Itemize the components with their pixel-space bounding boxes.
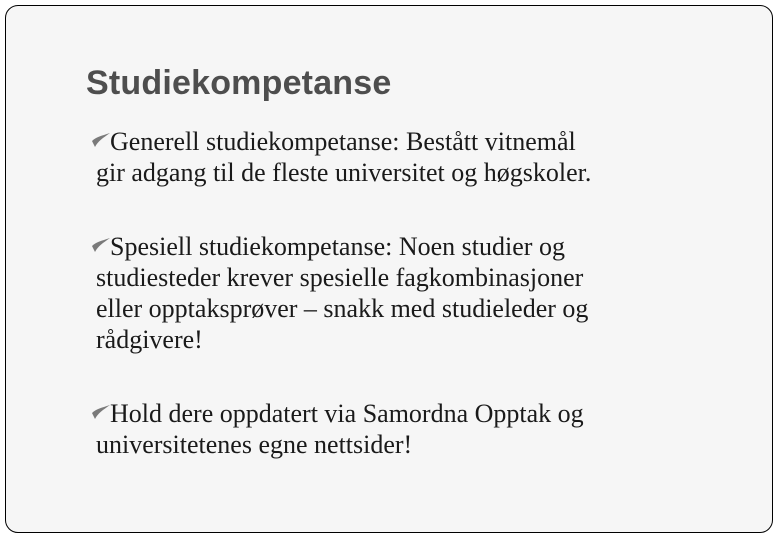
bullet-lead: Generell studiekompetanse: [110, 127, 393, 156]
slide-title: Studiekompetanse: [86, 64, 392, 102]
bullet-list: [90, 126, 740, 460]
bullet-text: Bestått vitnemål: [406, 127, 576, 156]
bullet-text-line: eller opptaksprøver – snakk med studieleder og: [96, 294, 589, 323]
bullet-item-spesiell: [90, 231, 740, 355]
bullet-lead: Spesiell studiekompetanse: [110, 232, 386, 261]
swoosh-bullet-icon: [90, 127, 112, 149]
bullet-text-line: rådgivere!: [96, 325, 203, 354]
swoosh-bullet-icon: [90, 232, 112, 254]
bullet-text: Hold dere oppdatert via Samordna Opptak og: [110, 399, 584, 428]
bullet-text-line: studiesteder krever spesielle fagkombinasjoner: [96, 263, 584, 292]
bullet-item-hold-oppdatert: [90, 398, 740, 460]
bullet-sep: :: [385, 232, 399, 261]
bullet-text-line: universitetenes egne nettsider!: [96, 430, 413, 459]
bullet-sep: :: [392, 127, 407, 156]
swoosh-bullet-icon: [90, 399, 112, 421]
bullet-item-generell: [90, 126, 740, 188]
slide: [5, 5, 773, 533]
bullet-text: Noen studier og: [398, 232, 565, 261]
bullet-text-line: gir adgang til de fleste universitet og høgskoler.: [96, 158, 592, 187]
